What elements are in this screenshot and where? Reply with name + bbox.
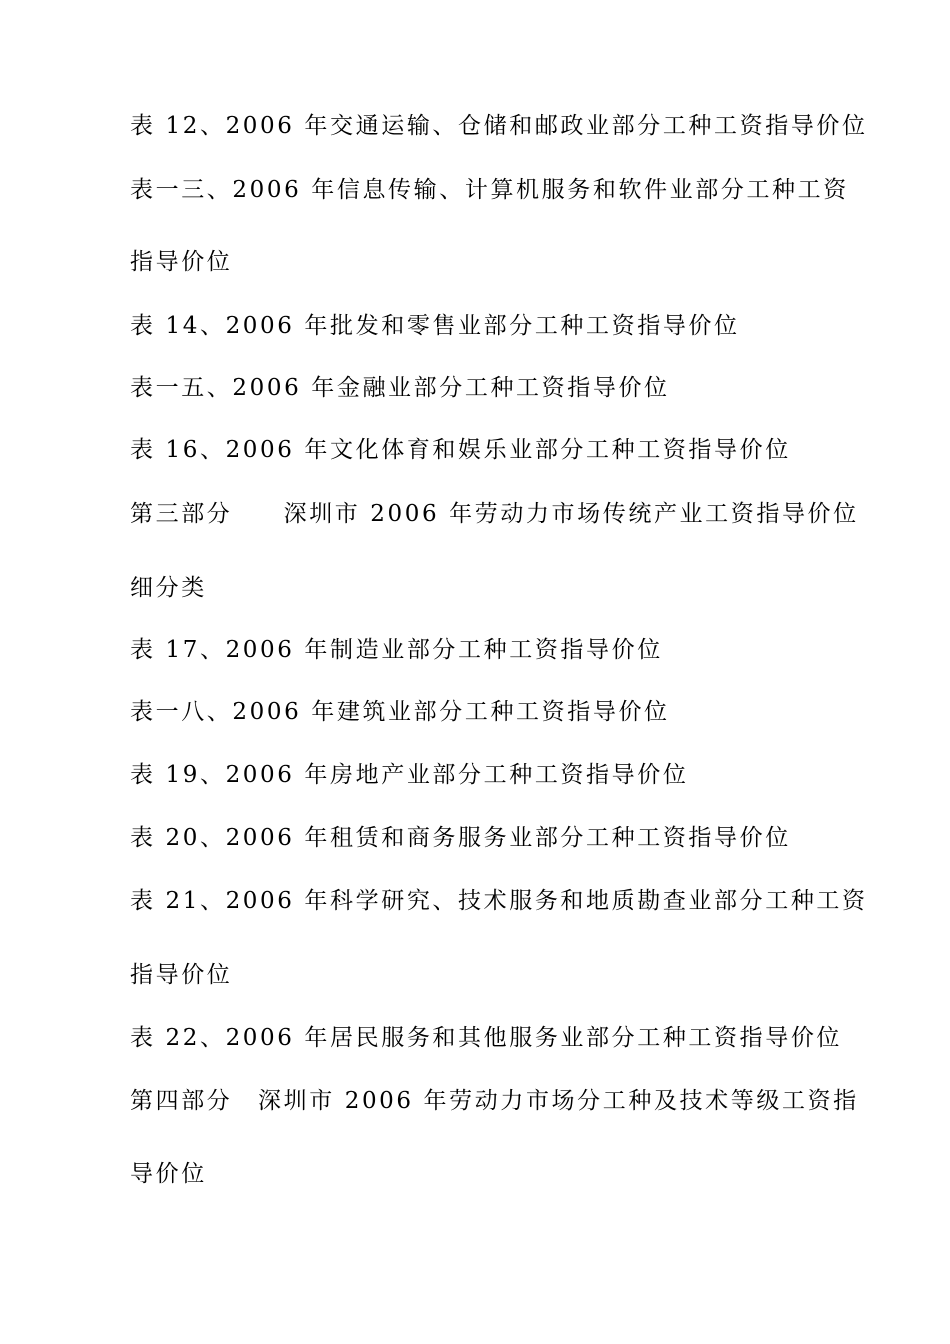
toc-line-table-13-cont: 指导价位 [130,249,233,275]
toc-line-part-3: 第三部分 深圳市 2006 年劳动力市场传统产业工资指导价位 [130,501,859,527]
toc-line-part-4: 第四部分 深圳市 2006 年劳动力市场分工种及技术等级工资指 [130,1088,859,1114]
toc-line-table-13: 表一三、2006 年信息传输、计算机服务和软件业部分工种工资 [130,177,849,203]
toc-line-table-16: 表 16、2006 年文化体育和娱乐业部分工种工资指导价位 [130,437,791,463]
toc-line-part-4-cont: 导价位 [130,1161,207,1187]
toc-line-table-18: 表一八、2006 年建筑业部分工种工资指导价位 [130,699,670,725]
toc-line-table-17: 表 17、2006 年制造业部分工种工资指导价位 [130,637,663,663]
toc-line-table-14: 表 14、2006 年批发和零售业部分工种工资指导价位 [130,313,740,339]
toc-line-table-15: 表一五、2006 年金融业部分工种工资指导价位 [130,375,670,401]
toc-line-table-12: 表 12、2006 年交通运输、仓储和邮政业部分工种工资指导价位 [130,113,868,139]
toc-line-table-21-cont: 指导价位 [130,962,233,988]
toc-line-table-22: 表 22、2006 年居民服务和其他服务业部分工种工资指导价位 [130,1025,843,1051]
toc-line-table-21: 表 21、2006 年科学研究、技术服务和地质勘查业部分工种工资 [130,888,868,914]
toc-line-table-19: 表 19、2006 年房地产业部分工种工资指导价位 [130,762,689,788]
toc-line-table-20: 表 20、2006 年租赁和商务服务业部分工种工资指导价位 [130,825,791,851]
toc-line-part-3-cont: 细分类 [130,575,207,601]
